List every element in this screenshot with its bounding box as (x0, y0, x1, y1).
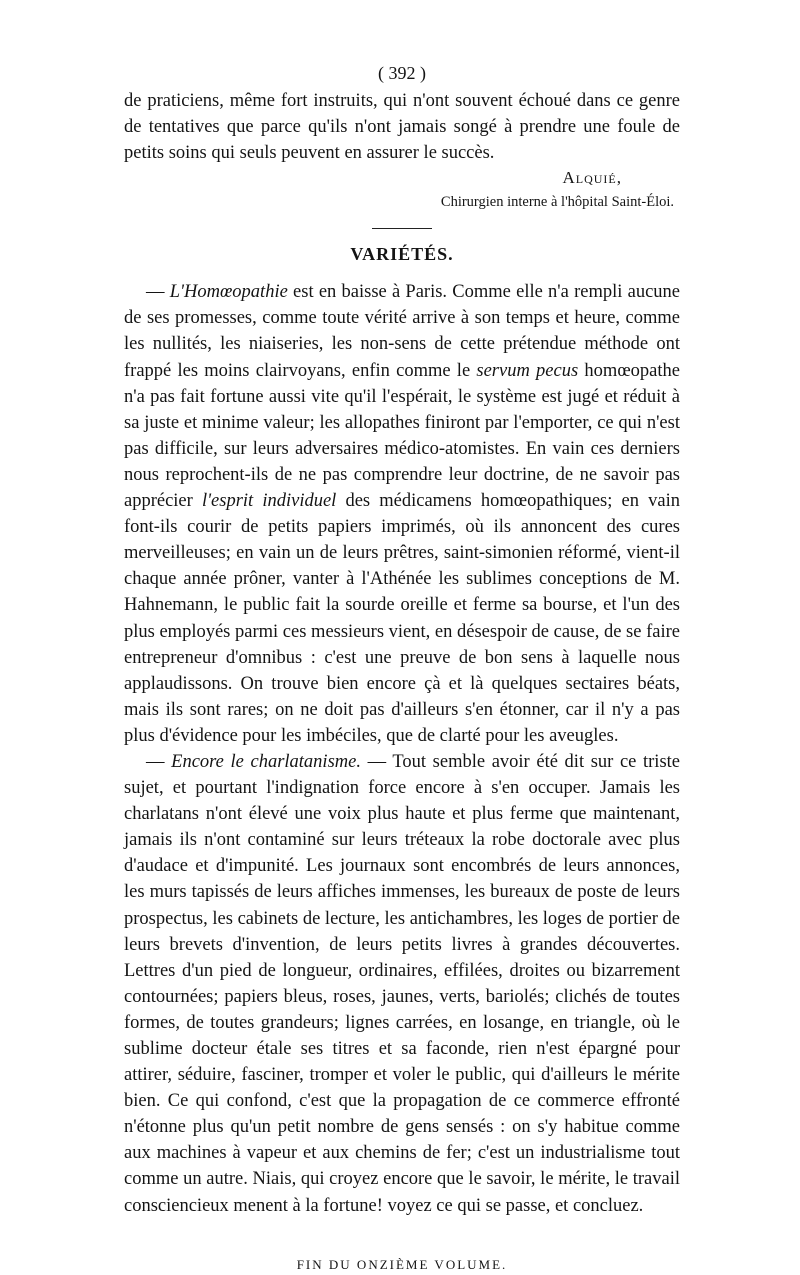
end-of-volume-note: FIN DU ONZIÈME VOLUME. (296, 1256, 508, 1272)
article-text: — Tout semble avoir été dit sur ce triste sujet, et pourtant l'indignation force encore à s'en occuper. Jamais les charlatans n'ont élevé une voix plus haute et plus ferme que maintenant, jamais ils n'ont contaminé sur leurs tréteaux la robe doctorale avec plus d'audace et d'impunité. Les journaux sont encombrés de leurs annonces, les murs tapissés de leurs affiches immenses, les bureaux de poste de leurs prospectus, les cabinets de lecture, les antichambres, les loges de portier de leurs brevets d'invention, de leurs petits livres à grandes découvertes. Lettres d'un pied de longueur, ordinaires, effilées, droites ou bizarrement contournées; papiers bleus, roses, jaunes, verts, bariolés; clichés de toutes formes, de toutes grandeurs; lignes carrées, en losange, en triangle, où le sublime docteur étale ses titres et sa faconde, rien n'est épargné pour attirer, séduire, fasciner, tromper et voler le public, qui d'ailleurs le mérite bien. Ce qui confond, c'est que la propagation de ce commerce effronté n'étonne plus qu'un petit nombre de gens sensés : on s'y habitue comme aux machines à vapeur et aux chemins de fer; c'est un industrialisme tout comme un autre. Niais, qui croyez encore que le savoir, le mérite, le travail consciencieux menent à la fortune! voyez ce qui se passe, et concluez. (124, 751, 680, 1216)
article-text: homœopathe n'a pas fait fortune aussi vite qu'il l'espérait, le système est jugé et réduit à sa juste et minime valeur; les allopathes finiront par l'emporter, ce qui n'est pas difficile, sur leurs adversaires médico-atomistes. En vain ces derniers nous reprochent-ils de ne pas comprendre leur doctrine, de ne savoir pas apprécier (124, 360, 680, 512)
article-text: des médicamens homœopathiques; en vain font-ils courir de petits papiers imprimés, où ils annoncent des cures merveilleuses; en vain un de leurs prêtres, saint-simonien réformé, vient-il chaque année prôner, vanter à l'Athénée les sublimes conceptions de M. Hahnemann, le public fait la sourde oreille et ferme sa bourse, et l'un des plus employés parmi ces messieurs vient, en désespoir de cause, de se faire entrepreneur d'omnibus : c'est une preuve de bon sens à laquelle nous applaudissons. On trouve bien encore çà et là quelques sectaires béats, mais ils sont rares; on ne doit pas d'ailleurs s'en étonner, car il n'y a pas plus d'évidence pour les imbéciles, que de clarté pour les aveugles. (124, 491, 680, 746)
author-affiliation: Chirurgien interne à l'hôpital Saint-Éloi. (440, 194, 674, 211)
article-homoeopathie (124, 279, 680, 749)
article-title: L'Homœopathie (169, 282, 288, 303)
author-signature: Alquié, (562, 168, 622, 188)
section-title: VARIÉTÉS. (350, 244, 454, 265)
section-divider (372, 228, 432, 229)
article-title: Encore le charlatanisme. (171, 751, 361, 772)
italic-phrase: l'esprit individuel (201, 491, 337, 512)
article-charlatanisme (124, 749, 680, 1219)
italic-phrase: servum pecus (476, 360, 579, 381)
article-dash: — (146, 282, 170, 303)
letter-closing-paragraph: de praticiens, même fort instruits, qui n'ont souvent échoué dans ce genre de tentatives que parce qu'ils n'ont jamais songé à prendre une foule de petits soins qui seuls peuvent en assurer le succès. (124, 91, 680, 164)
book-page (124, 60, 680, 1275)
article-dash: — (146, 751, 172, 772)
article-text: est en baisse à Paris. Comme elle n'a rempli aucune de ses promesses, comme toute vérité arrive à son temps et heure, comme les nullités, les niaiseries, les non-sens de cette prétendue méthode ont frappé les moins clairvoyans, enfin comme le (124, 282, 681, 381)
page-number: ( 392 ) (378, 63, 426, 83)
